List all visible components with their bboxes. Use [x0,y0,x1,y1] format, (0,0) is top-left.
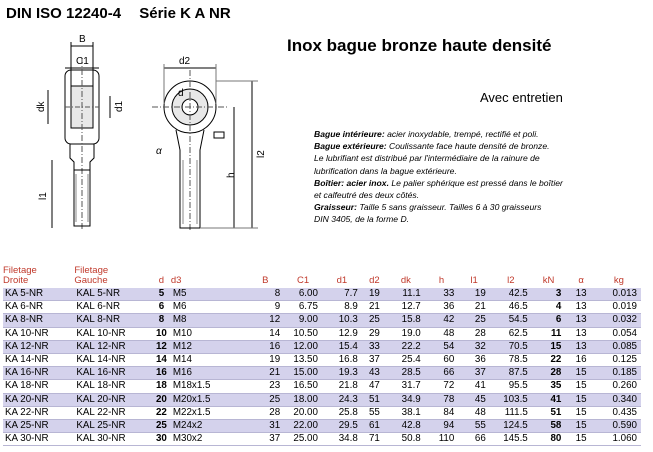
cell-c1: 22.00 [284,419,322,432]
cell-dk: 31.7 [387,380,425,393]
cell-alpha: 13 [565,288,596,301]
cell-droite: KA 14-NR [3,353,74,366]
table-row [3,314,641,327]
cell-kn: 58 [532,419,566,432]
cell-h: 94 [425,419,459,432]
description-line: Graisseur: Taille 5 sans graisseur. Tailles 6 à 30 graisseurs [314,202,542,213]
cell-l2: 62.5 [490,327,532,340]
cell-h: 42 [425,314,459,327]
cell-l1: 48 [458,406,489,419]
cell-d2: 19 [362,288,387,301]
table-row [3,340,641,353]
subtitle: Inox bague bronze haute densité [287,36,552,55]
col-header-filetage-gauche: Filetage Gauche [74,265,109,286]
cell-b: 9 [246,301,284,314]
cell-d3: M6 [171,301,247,314]
table-row [3,419,641,432]
cell-l1: 41 [458,380,489,393]
cell-d3: M24x2 [171,419,247,432]
cell-l1: 32 [458,340,489,353]
cell-gauche: KAL 18-NR [74,380,152,393]
col-header-d: d [158,275,165,286]
cell-c1: 6.00 [284,288,322,301]
cell-droite: KA 6-NR [3,301,74,314]
cell-alpha: 15 [565,380,596,393]
description-block [314,128,650,226]
cell-h: 33 [425,288,459,301]
cell-kn: 80 [532,433,566,446]
cell-b: 25 [246,393,284,406]
cell-d3: M16 [171,367,247,380]
cell-d2: 43 [362,367,387,380]
cell-alpha: 15 [565,406,596,419]
cell-kg: 0.054 [597,327,641,340]
cell-gauche: KAL 14-NR [74,353,152,366]
dim-label-h: h [226,172,237,178]
table-row [3,380,641,393]
cell-d1: 21.8 [322,380,362,393]
cell-b: 8 [246,288,284,301]
cell-d2: 25 [362,314,387,327]
cell-droite: KA 20-NR [3,393,74,406]
cell-l2: 111.5 [490,406,532,419]
dim-label-d2: d2 [179,56,191,67]
cell-droite: KA 16-NR [3,367,74,380]
col-header-filetage-droite: Filetage Droite [3,265,37,286]
cell-d: 16 [152,367,171,380]
cell-d: 5 [152,288,171,301]
cell-kg: 0.013 [597,288,641,301]
cell-l1: 45 [458,393,489,406]
cell-gauche: KAL 22-NR [74,406,152,419]
cell-alpha: 13 [565,314,596,327]
cell-b: 23 [246,380,284,393]
table-row [3,433,641,446]
cell-kn: 11 [532,327,566,340]
cell-kg: 0.125 [597,353,641,366]
dimensions-table [3,262,641,446]
cell-kn: 51 [532,406,566,419]
cell-l1: 21 [458,301,489,314]
cell-d3: M10 [171,327,247,340]
header-title [6,5,231,22]
cell-d2: 55 [362,406,387,419]
col-header-dk: dk [400,275,411,286]
table-row [3,353,641,366]
cell-d1: 12.9 [322,327,362,340]
cell-dk: 28.5 [387,367,425,380]
cell-b: 19 [246,353,284,366]
cell-d: 22 [152,406,171,419]
cell-alpha: 13 [565,301,596,314]
cell-gauche: KAL 30-NR [74,433,152,446]
cell-kg: 0.032 [597,314,641,327]
cell-kn: 15 [532,340,566,353]
col-header-d2: d2 [369,275,380,286]
cell-alpha: 13 [565,327,596,340]
description-line: Boîtier: acier inox. Le palier sphérique est pressé dans le boîtier [314,177,563,188]
cell-d: 6 [152,301,171,314]
cell-l2: 46.5 [490,301,532,314]
col-header-d1: d1 [336,275,348,286]
cell-kg: 0.019 [597,301,641,314]
cell-dk: 19.0 [387,327,425,340]
cell-d3: M20x1.5 [171,393,247,406]
cell-d3: M18x1.5 [171,380,247,393]
cell-d: 8 [152,314,171,327]
cell-d: 14 [152,353,171,366]
cell-alpha: 15 [565,393,596,406]
cell-l2: 87.5 [490,367,532,380]
cell-gauche: KAL 16-NR [74,367,152,380]
cell-d1: 25.8 [322,406,362,419]
cell-d2: 21 [362,301,387,314]
description-line: et calfeutré des deux côtés. [314,190,420,201]
cell-h: 60 [425,353,459,366]
cell-d3: M30x2 [171,433,247,446]
cell-d: 10 [152,327,171,340]
standard-label: DIN ISO 12240-4 [6,5,122,22]
dim-label-l1: l1 [38,192,49,200]
dim-label-d1: d1 [114,100,125,112]
cell-kn: 22 [532,353,566,366]
table-row [3,367,641,380]
cell-gauche: KAL 5-NR [74,288,152,301]
cell-d2: 33 [362,340,387,353]
cell-dk: 50.8 [387,433,425,446]
cell-kn: 6 [532,314,566,327]
maintenance-note: Avec entretien [480,90,563,105]
cell-kn: 28 [532,367,566,380]
dim-label-d: d [178,88,184,99]
description-line: Bague extérieure: Coulissante face haute densité de bronze. [314,141,550,152]
cell-h: 72 [425,380,459,393]
cell-gauche: KAL 12-NR [74,340,152,353]
col-header-alpha: α [578,275,584,286]
cell-b: 16 [246,340,284,353]
cell-c1: 20.00 [284,406,322,419]
cell-kg: 0.435 [597,406,641,419]
cell-d2: 51 [362,393,387,406]
cell-kg: 1.060 [597,433,641,446]
cell-dk: 22.2 [387,340,425,353]
cell-l2: 145.5 [490,433,532,446]
cell-l2: 103.5 [490,393,532,406]
cell-kg: 0.185 [597,367,641,380]
cell-d: 18 [152,380,171,393]
cell-l1: 36 [458,353,489,366]
cell-d3: M14 [171,353,247,366]
cell-kg: 0.590 [597,419,641,432]
description-line: Le lubrifiant est distribué par l'intermédiaire de la rainure de [314,153,540,164]
cell-kg: 0.260 [597,380,641,393]
rod-end-technical-drawing [0,30,300,262]
cell-h: 78 [425,393,459,406]
cell-d: 30 [152,433,171,446]
cell-alpha: 15 [565,419,596,432]
cell-l1: 37 [458,367,489,380]
cell-dk: 12.7 [387,301,425,314]
cell-d2: 71 [362,433,387,446]
cell-d1: 10.3 [322,314,362,327]
cell-alpha: 13 [565,340,596,353]
cell-b: 12 [246,314,284,327]
dim-label-alpha: α [156,146,162,157]
cell-kn: 3 [532,288,566,301]
cell-d: 25 [152,419,171,432]
cell-c1: 13.50 [284,353,322,366]
cell-alpha: 16 [565,353,596,366]
cell-c1: 10.50 [284,327,322,340]
cell-h: 110 [425,433,459,446]
cell-d1: 24.3 [322,393,362,406]
cell-b: 21 [246,367,284,380]
cell-alpha: 15 [565,433,596,446]
cell-droite: KA 5-NR [3,288,74,301]
table-row [3,393,641,406]
cell-dk: 34.9 [387,393,425,406]
cell-droite: KA 8-NR [3,314,74,327]
cell-d2: 37 [362,353,387,366]
cell-d1: 16.8 [322,353,362,366]
description-line: lubrification dans la bague extérieure. [314,165,457,176]
cell-dk: 38.1 [387,406,425,419]
cell-c1: 25.00 [284,433,322,446]
cell-c1: 6.75 [284,301,322,314]
dim-label-dk: dk [36,101,47,112]
cell-gauche: KAL 10-NR [74,327,152,340]
cell-kg: 0.340 [597,393,641,406]
cell-d2: 29 [362,327,387,340]
table-row [3,301,641,314]
description-line: Bague intérieure: acier inoxydable, trempé, rectifié et poli. [314,129,539,139]
cell-b: 28 [246,406,284,419]
cell-l2: 42.5 [490,288,532,301]
cell-h: 54 [425,340,459,353]
cell-l1: 28 [458,327,489,340]
dim-label-l2: l2 [256,150,267,158]
cell-droite: KA 18-NR [3,380,74,393]
cell-d3: M12 [171,340,247,353]
cell-h: 66 [425,367,459,380]
col-header-kn: kN [542,275,555,286]
cell-l1: 55 [458,419,489,432]
cell-c1: 18.00 [284,393,322,406]
cell-d1: 19.3 [322,367,362,380]
col-header-d3: d3 [170,275,182,286]
cell-l2: 70.5 [490,340,532,353]
cell-d: 20 [152,393,171,406]
cell-d2: 61 [362,419,387,432]
cell-d3: M5 [171,288,247,301]
cell-dk: 42.8 [387,419,425,432]
cell-d3: M8 [171,314,247,327]
cell-droite: KA 12-NR [3,340,74,353]
cell-l2: 124.5 [490,419,532,432]
cell-gauche: KAL 6-NR [74,301,152,314]
cell-h: 84 [425,406,459,419]
cell-c1: 12.00 [284,340,322,353]
cell-d1: 29.5 [322,419,362,432]
cell-alpha: 15 [565,367,596,380]
cell-dk: 25.4 [387,353,425,366]
cell-kg: 0.085 [597,340,641,353]
series-label: Série K A NR [139,5,231,22]
col-header-kg: kg [613,275,624,286]
cell-l1: 19 [458,288,489,301]
cell-d1: 8.9 [322,301,362,314]
col-header-l1: l1 [470,275,478,286]
cell-droite: KA 25-NR [3,419,74,432]
cell-droite: KA 22-NR [3,406,74,419]
dim-label-c1: C1 [76,56,89,67]
cell-h: 36 [425,301,459,314]
cell-l2: 54.5 [490,314,532,327]
table-row [3,327,641,340]
cell-l1: 25 [458,314,489,327]
cell-gauche: KAL 8-NR [74,314,152,327]
cell-gauche: KAL 20-NR [74,393,152,406]
cell-gauche: KAL 25-NR [74,419,152,432]
table-row [3,288,641,301]
cell-dk: 11.1 [387,288,425,301]
cell-d1: 34.8 [322,433,362,446]
cell-l2: 78.5 [490,353,532,366]
cell-c1: 16.50 [284,380,322,393]
cell-droite: KA 10-NR [3,327,74,340]
cell-b: 31 [246,419,284,432]
col-header-h: h [438,275,445,286]
cell-d3: M22x1.5 [171,406,247,419]
cell-c1: 9.00 [284,314,322,327]
table-header-row [3,262,641,288]
cell-d1: 7.7 [322,288,362,301]
cell-d: 12 [152,340,171,353]
cell-kn: 4 [532,301,566,314]
cell-l1: 66 [458,433,489,446]
cell-droite: KA 30-NR [3,433,74,446]
cell-c1: 15.00 [284,367,322,380]
cell-d1: 15.4 [322,340,362,353]
dim-label-b: B [79,34,86,45]
cell-dk: 15.8 [387,314,425,327]
col-header-c1: C1 [296,275,310,286]
cell-b: 37 [246,433,284,446]
col-header-l2: l2 [507,275,515,286]
table-row [3,406,641,419]
cell-h: 48 [425,327,459,340]
cell-l2: 95.5 [490,380,532,393]
cell-b: 14 [246,327,284,340]
col-header-b: B [262,275,269,286]
cell-d2: 47 [362,380,387,393]
description-line: DIN 3405, de la forme D. [314,214,410,225]
cell-kn: 41 [532,393,566,406]
cell-kn: 35 [532,380,566,393]
